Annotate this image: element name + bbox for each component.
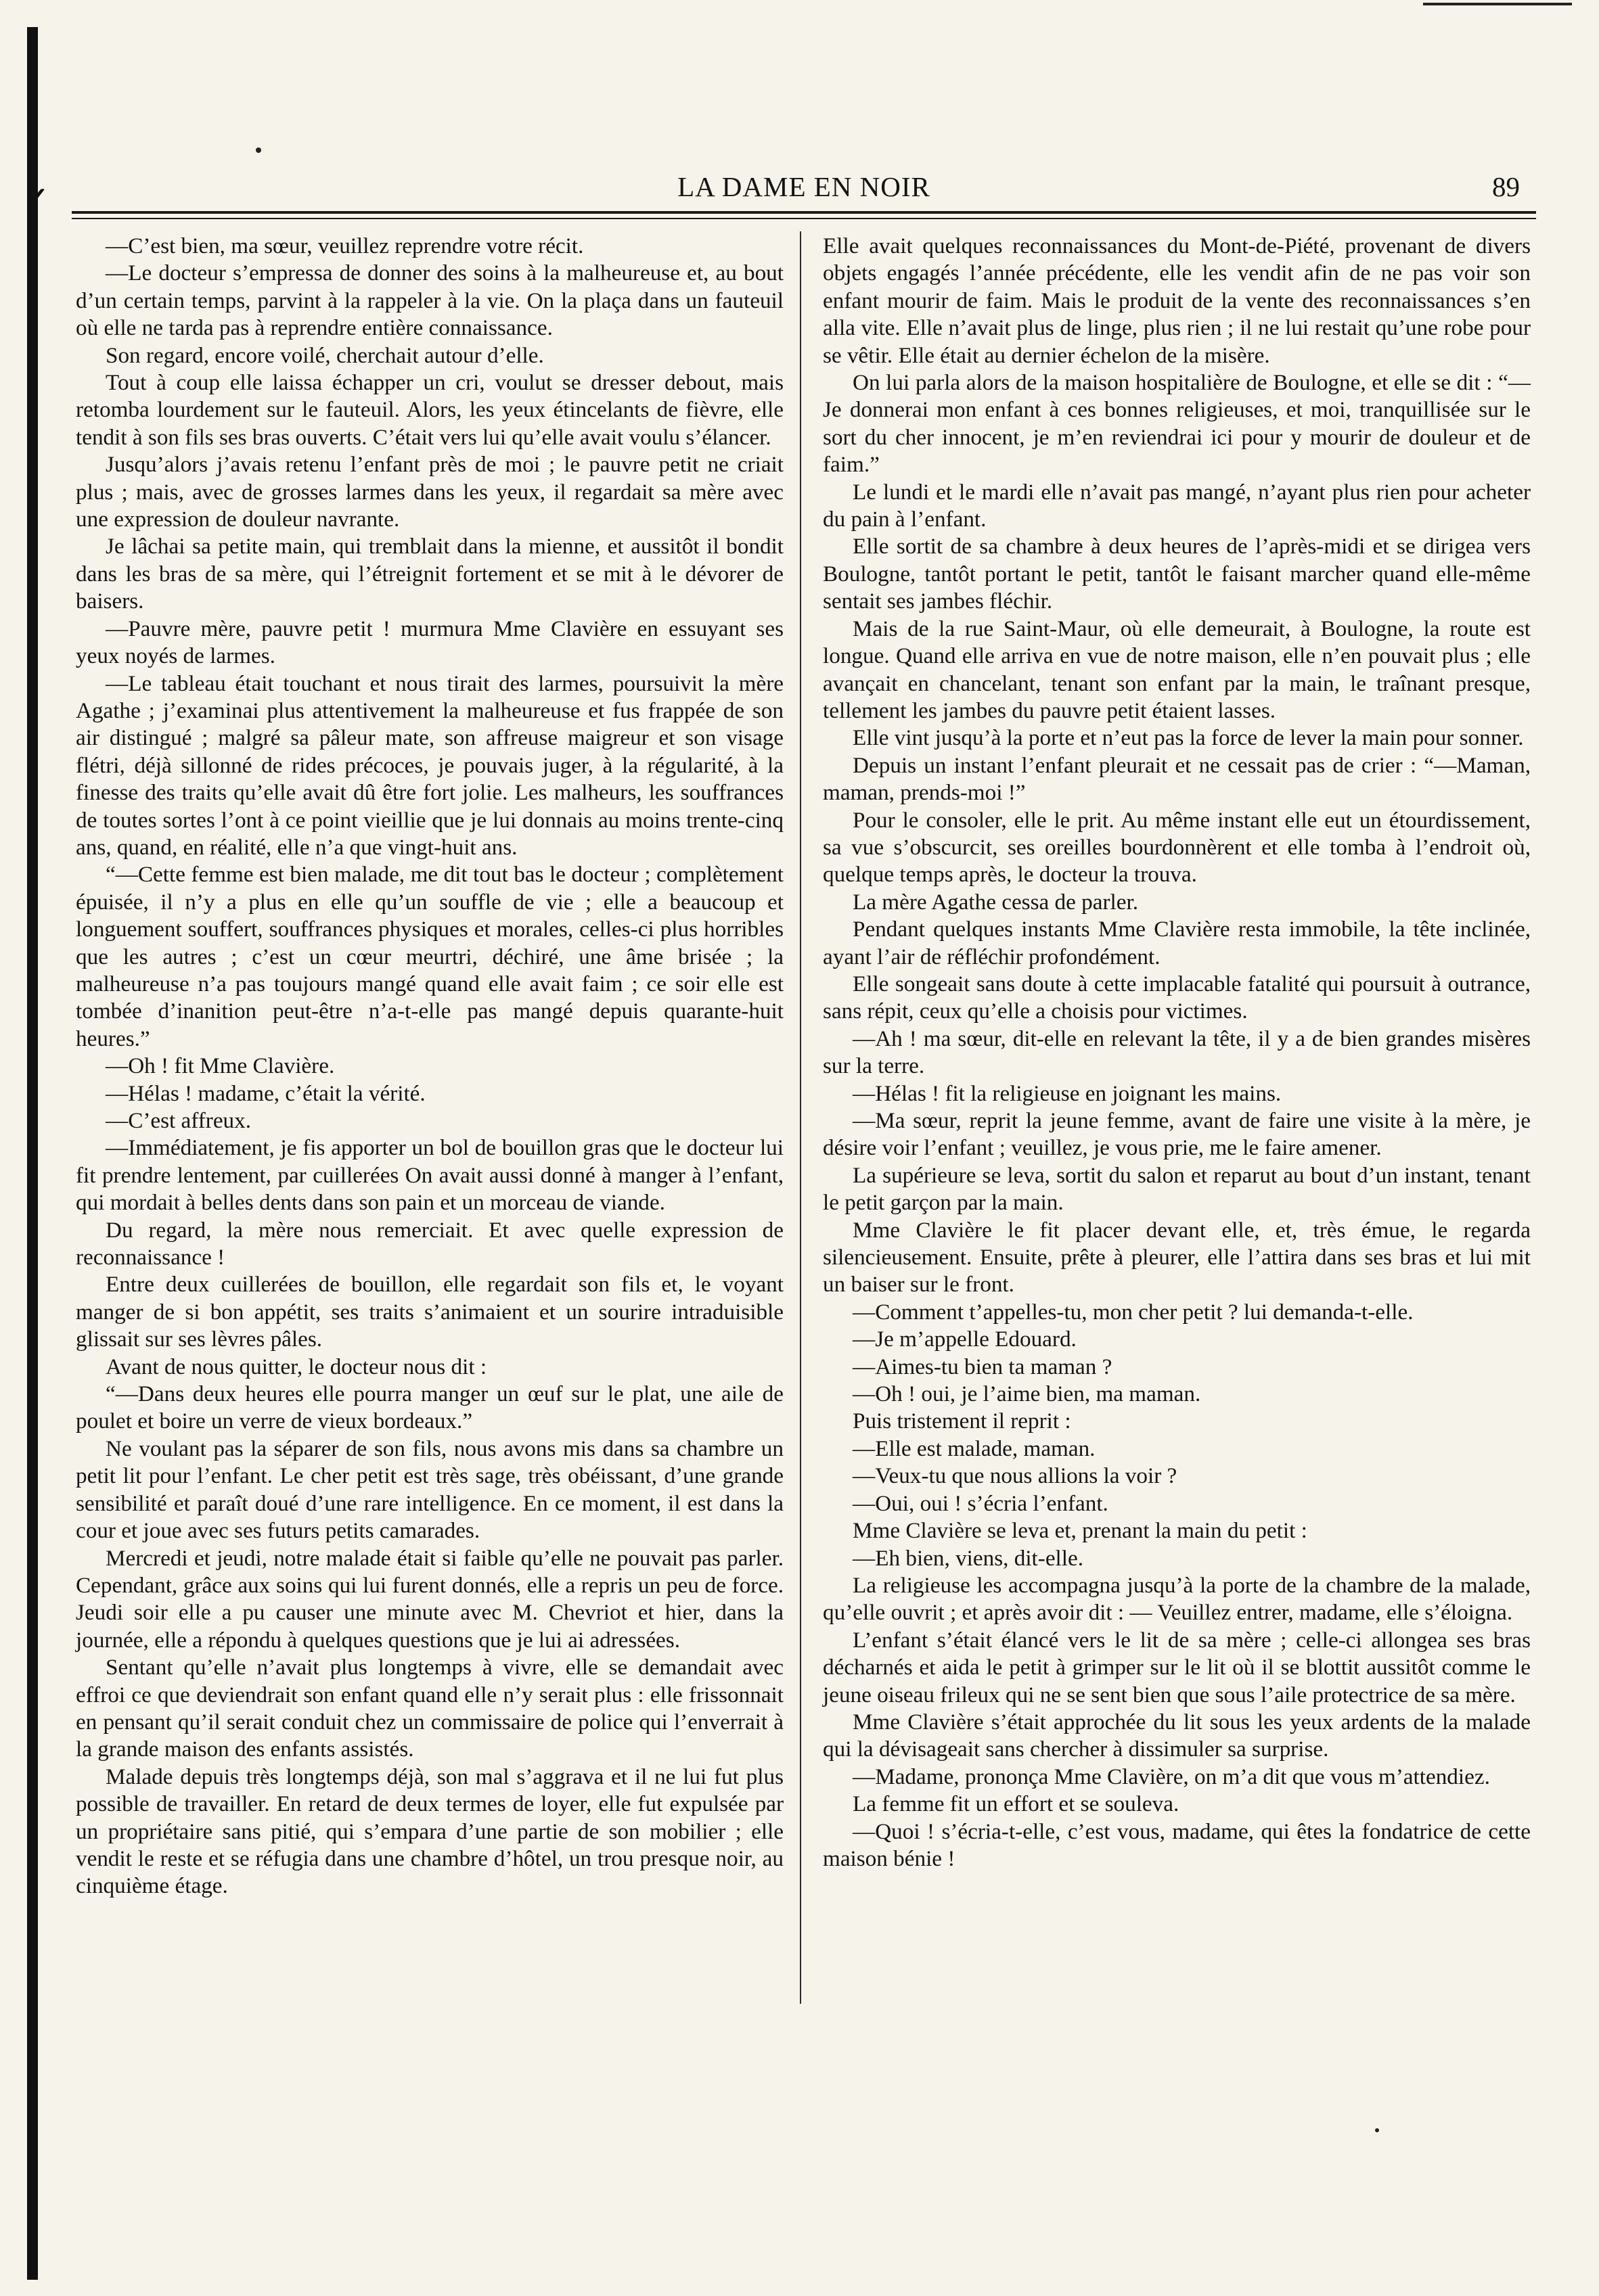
paragraph: Elle avait quelques reconnaissances du Mont-de-Piété, provenant de divers objets engagés l’année précédente, elle les vendit afin de ne pas voir son enfant mourir de faim. Mais le produit de la vente des reconnaissances s’en alla vite. Elle n’avait plus de linge, plus rien ; il ne lui restait qu’une robe pour se vêtir. Elle était au dernier échelon de la misère. (823, 233, 1531, 368)
paragraph: —Elle est malade, maman. (853, 1436, 1096, 1461)
paragraph: “—Cette femme est bien malade, me dit tout bas le docteur ; complètement épuisée, il n’y a plus en elle qu’un souffle de vie ; elle a beaucoup et longuement souffert, souffrances physiques et morales, celles-ci plus horribles que les autres ; c’est un cœur meurtri, déchiré, une âme brisée ; la malheureuse n’a pas toujours mangé quand elle avait faim ; ce soir elle est tombée d’inanition peut-être n’a-t-elle pas mangé depuis quarante-huit heures.” (76, 862, 784, 1051)
paragraph: Le lundi et le mardi elle n’avait pas mangé, n’ayant plus rien pour acheter du pain à l’enfant. (823, 479, 1531, 532)
paragraph: Du regard, la mère nous remerciait. Et avec quelle expression de reconnaissance ! (76, 1217, 784, 1270)
paragraph: Mme Clavière s’était approchée du lit sous les yeux ardents de la malade qui la dévisageait sans chercher à dissimuler sa surprise. (823, 1709, 1531, 1762)
paragraph: Depuis un instant l’enfant pleurait et ne cessait pas de crier : “—Maman, maman, prends-moi !” (823, 752, 1531, 806)
paragraph: —Ma sœur, reprit la jeune femme, avant de faire une visite à la mère, je désire voir l’enfant ; veuillez, je vous prie, me le faire amener. (823, 1108, 1531, 1161)
paragraph: Je lâchai sa petite main, qui tremblait dans la mienne, et aussitôt il bondit dans les bras de sa mère, qui l’étreignit fortement et se mit à le dévorer de baisers. (76, 534, 784, 614)
header-rule-thick (72, 211, 1536, 214)
left-column (76, 233, 784, 1900)
paragraph: Elle vint jusqu’à la porte et n’eut pas la force de lever la main pour sonner. (853, 725, 1524, 751)
paragraph: —Oh ! oui, je l’aime bien, ma maman. (853, 1381, 1201, 1407)
paragraph: Pour le consoler, elle le prit. Au même instant elle eut un étourdissement, sa vue s’obscurcit, ses oreilles bourdonnèrent et elle tomba à l’endroit où, quelque temps après, le docteur la trouva. (823, 807, 1531, 888)
paragraph: —Aimes-tu bien ta maman ? (853, 1354, 1112, 1379)
running-title: LA DAME EN NOIR (677, 171, 930, 202)
scan-binding-edge (27, 27, 38, 2280)
header-rule-thin (72, 218, 1536, 219)
paragraph: —Ah ! ma sœur, dit-elle en relevant la tête, il y a de bien grandes misères sur la terre. (823, 1026, 1531, 1079)
paragraph: La femme fit un effort et se souleva. (853, 1791, 1179, 1817)
binding-mark: ✓ (26, 182, 49, 212)
page-header (72, 170, 1536, 208)
paragraph: Jusqu’alors j’avais retenu l’enfant près de moi ; le pauvre petit ne criait plus ; mais, avec de grosses larmes dans les yeux, il regardait sa mère avec une expression de douleur navrante. (76, 452, 784, 532)
paragraph: —Madame, prononça Mme Clavière, on m’a dit que vous m’attendiez. (853, 1764, 1490, 1789)
scan-top-mark (1423, 3, 1572, 9)
paragraph: —C’est bien, ma sœur, veuillez reprendre votre récit. (106, 233, 584, 258)
paragraph: Malade depuis très longtemps déjà, son mal s’aggrava et il ne lui fut plus possible de travailler. En retard de deux termes de loyer, elle fut expulsée par un propriétaire sans pitié, qui s’empara d’une partie de son mobilier ; elle vendit le reste et se réfugia dans une chambre d’hôtel, un trou presque noir, au cinquième étage. (76, 1764, 784, 1899)
paragraph: Mais de la rue Saint-Maur, où elle demeurait, à Boulogne, la route est longue. Quand elle arriva en vue de notre maison, elle n’en pouvait plus ; elle avançait en chancelant, tenant son enfant par la main, le traînant presque, tellement les jambes du pauvre petit étaient lasses. (823, 616, 1531, 723)
paragraph: —Le tableau était touchant et nous tirait des larmes, poursuivit la mère Agathe ; j’examinai plus attentivement la malheureuse et fus frappée de son air distingué ; malgré sa pâleur mate, son affreuse maigreur et son visage flétri, déjà sillonné de rides précoces, je pouvais juger, à la régularité, à la finesse des traits qu’elle avait dû être fort jolie. Les malheurs, les souffrances de toutes sortes l’ont à ce point vieillie que je lui donnais au moins trente-cinq ans, quand, en réalité, elle n’a que vingt-huit ans. (76, 670, 784, 860)
paragraph: Mercredi et jeudi, notre malade était si faible qu’elle ne pouvait pas parler. Cependant, grâce aux soins qui lui furent donnés, elle a repris un peu de force. Jeudi soir elle a pu causer une minute avec M. Chevriot et hier, dans la journée, elle a répondu à quelques questions que je lui ai adressées. (76, 1545, 784, 1653)
paragraph: Son regard, encore voilé, cherchait autour d’elle. (106, 342, 544, 368)
paragraph: —Pauvre mère, pauvre petit ! murmura Mme Clavière en essuyant ses yeux noyés de larmes. (76, 616, 784, 669)
paragraph: Sentant qu’elle n’avait plus longtemps à vivre, elle se demandait avec effroi ce que deviendrait son enfant quand elle n’y serait plus : elle frissonnait en pensant qu’il serait conduit chez un commissaire de police qui l’enverrait à la grande maison des enfants assistés. (76, 1655, 784, 1762)
paragraph: Mme Clavière le fit placer devant elle, et, très émue, le regarda silencieusement. Ensuite, prête à pleurer, elle l’attira dans ses bras et lui mit un baiser sur le front. (823, 1217, 1531, 1298)
paragraph: Ne voulant pas la séparer de son fils, nous avons mis dans sa chambre un petit lit pour l’enfant. Le cher petit est très sage, très obéissant, d’une grande sensibilité et paraît doué d’une rare intelligence. En ce moment, il est dans la cour et joue avec ses futurs petits camarades. (76, 1436, 784, 1544)
page-number: 89 (1492, 171, 1520, 202)
paragraph: La mère Agathe cessa de parler. (853, 889, 1139, 915)
column-divider (800, 231, 801, 2004)
scan-speck (1375, 2128, 1379, 2132)
paragraph: “—Dans deux heures elle pourra manger un œuf sur le plat, une aile de poulet et boire un verre de vieux bordeaux.” (76, 1381, 784, 1434)
right-column (823, 233, 1531, 1873)
scan-speck (256, 147, 261, 153)
paragraph: —Veux-tu que nous allions la voir ? (853, 1463, 1177, 1489)
paragraph: On lui parla alors de la maison hospitalière de Boulogne, et elle se dit : “—Je donnerai mon enfant à ces bonnes religieuses, et moi, tranquillisée sur le sort du cher innocent, je m’en reviendrai ici pour y mourir de douleur et de faim.” (823, 370, 1531, 478)
paragraph: —Eh bien, viens, dit-elle. (853, 1545, 1084, 1571)
paragraph: —Immédiatement, je fis apporter un bol de bouillon gras que le docteur lui fit prendre lentement, par cuillerées On avait aussi donné à manger à l’enfant, qui mordait à belles dents dans son pain et un morceau de viande. (76, 1135, 784, 1216)
paragraph: —Le docteur s’empressa de donner des soins à la malheureuse et, au bout d’un certain temps, parvint à la rappeler à la vie. On la plaça dans un fauteuil où elle ne tarda pas à reprendre entière connaissance. (76, 260, 784, 341)
paragraph: Elle songeait sans doute à cette implacable fatalité qui poursuit à outrance, sans répit, ceux qu’elle a choisis pour victimes. (823, 971, 1531, 1024)
paragraph: —Je m’appelle Edouard. (853, 1327, 1077, 1352)
paragraph: Puis tristement il reprit : (853, 1408, 1071, 1434)
paragraph: Pendant quelques instants Mme Clavière resta immobile, la tête inclinée, ayant l’air de réfléchir profondément. (823, 917, 1531, 969)
paragraph: Mme Clavière se leva et, prenant la main du petit : (853, 1518, 1307, 1544)
paragraph: Tout à coup elle laissa échapper un cri, voulut se dresser debout, mais retomba lourdement sur le fauteuil. Alors, les yeux étincelants de fièvre, elle tendit à son fils ses bras ouverts. C’était vers lui qu’elle avait voulu s’élancer. (76, 370, 784, 450)
paragraph: —Comment t’appelles-tu, mon cher petit ? lui demanda-t-elle. (853, 1299, 1414, 1325)
paragraph: —Quoi ! s’écria-t-elle, c’est vous, madame, qui êtes la fondatrice de cette maison bénie ! (823, 1818, 1531, 1871)
paragraph: Avant de nous quitter, le docteur nous dit : (106, 1354, 487, 1379)
paragraph: —Oui, oui ! s’écria l’enfant. (853, 1490, 1108, 1516)
paragraph: Elle sortit de sa chambre à deux heures de l’après-midi et se dirigea vers Boulogne, tantôt portant le petit, tantôt le faisant marcher quand elle-même sentait ses jambes fléchir. (823, 534, 1531, 614)
paragraph: —Hélas ! fit la religieuse en joignant les mains. (853, 1080, 1282, 1106)
paragraph: —Hélas ! madame, c’était la vérité. (106, 1080, 426, 1106)
paragraph: —C’est affreux. (106, 1108, 252, 1133)
paragraph: La supérieure se leva, sortit du salon et reparut au bout d’un instant, tenant le petit garçon par la main. (823, 1162, 1531, 1216)
paragraph: —Oh ! fit Mme Clavière. (106, 1053, 335, 1079)
paragraph: La religieuse les accompagna jusqu’à la porte de la chambre de la malade, qu’elle ouvrit ; et après avoir dit : — Veuillez entrer, madame, elle s’éloigna. (823, 1572, 1531, 1626)
paragraph: Entre deux cuillerées de bouillon, elle regardait son fils et, le voyant manger de si bon appétit, ses traits s’animaient et un sourire intraduisible glissait sur ses lèvres pâles. (76, 1272, 784, 1352)
paragraph: L’enfant s’était élancé vers le lit de sa mère ; celle-ci allongea ses bras décharnés et aida le petit à grimper sur le lit où il se blottit aussitôt comme le jeune oiseau frileux qui ne se sent bien que sous l’aile protectrice de sa mère. (823, 1627, 1531, 1707)
